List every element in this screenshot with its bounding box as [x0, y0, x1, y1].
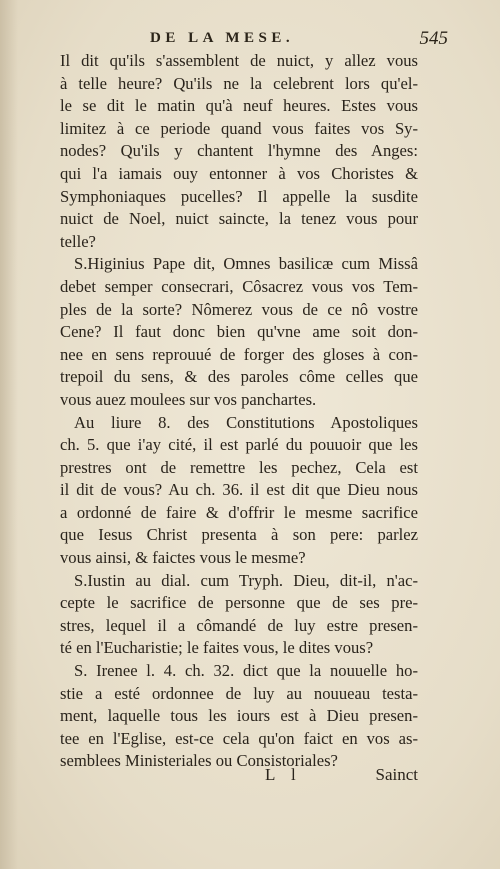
text-line: il dit de vous? Au ch. 36. il est dit que Dieu nous: [60, 480, 418, 500]
text-line: vous auez moulees sur vos panchartes.: [60, 389, 317, 409]
text-line: semblees Ministeriales ou Consistoriales?: [60, 751, 338, 771]
page-number: 545: [419, 28, 448, 49]
text-line: stres, lequel il a cômandé de luy estre presen-: [60, 615, 418, 635]
catchword: Sainct: [375, 765, 418, 784]
text-line: nodes? Qu'ils y chantent l'hymne des Anges:: [60, 141, 418, 161]
text-line: debet semper consecrari, Côsacrez vous vos Tem-: [60, 276, 418, 296]
text-line: le se dit le matin qu'à neuf heures. Estes vous: [60, 96, 418, 116]
text-line: Il dit qu'ils s'assemblent de nuict, y allez vous: [60, 51, 418, 70]
text-line: stie a esté ordonnee de luy au nouueau testa-: [60, 683, 418, 703]
text-line: tee en l'Eglise, est-ce cela qu'on faict en vos as-: [60, 728, 418, 748]
text-line: limitez à ce periode quand vous faites vos Sy-: [60, 118, 418, 138]
text-line: à telle heure? Qu'ils ne la celebrent lors qu'el-: [60, 73, 418, 93]
text-line: S.Iustin au dial. cum Tryph. Dieu, dit-il, n'ac-: [74, 570, 418, 590]
text-line: Cene? Il faut donc bien qu'vne ame soit don-: [60, 322, 418, 342]
text-line: que Iesus Christ presenta à son pere: parlez: [60, 525, 418, 545]
text-line: nuict de Noel, nuict saincte, la tenez vous pour: [60, 209, 418, 229]
running-head: DE LA MESE.: [150, 30, 295, 46]
text-line: a ordonné de faire & d'offrir le mesme sacrifice: [60, 502, 418, 522]
text-line: vous ainsi, & faictes vous le mesme?: [60, 548, 306, 568]
text-line: Au liure 8. des Constitutions Apostoliques: [74, 412, 418, 432]
text-line: té en l'Eucharistie; le faites vous, le dites vous?: [60, 638, 374, 658]
text-line: S. Irenee l. 4. ch. 32. dict que la nouuelle ho-: [74, 661, 418, 681]
text-line: ples de la sorte? Nômerez vous de ce nô vostre: [60, 299, 418, 319]
text-line: trepoil du sens, & des paroles côme celles que: [60, 367, 418, 387]
text-line: prestres ont de remettre les pechez, Cela est: [60, 457, 418, 477]
body-text: [60, 50, 418, 773]
text-line: nee en sens reprouué de forger des gloses à con-: [60, 344, 418, 364]
text-line: cepte le sacrifice de personne que de ses pre-: [60, 593, 418, 613]
text-line: qui l'a iamais ouy entonner à vos Choristes &: [60, 163, 418, 183]
text-line: telle?: [60, 231, 96, 251]
signature-mark: L l: [265, 765, 302, 784]
page-gutter-shadow: [0, 0, 18, 869]
text-line: S.Higinius Pape dit, Omnes basilicæ cum Missâ: [74, 254, 418, 274]
text-line: Symphoniaques pucelles? Il appelle la susdite: [60, 186, 418, 206]
text-line: ment, laquelle tous les iours est à Dieu presen-: [60, 706, 418, 726]
text-line: ch. 5. que i'ay cité, il est parlé du pouuoir que les: [60, 435, 418, 455]
page-footer: [60, 765, 418, 789]
